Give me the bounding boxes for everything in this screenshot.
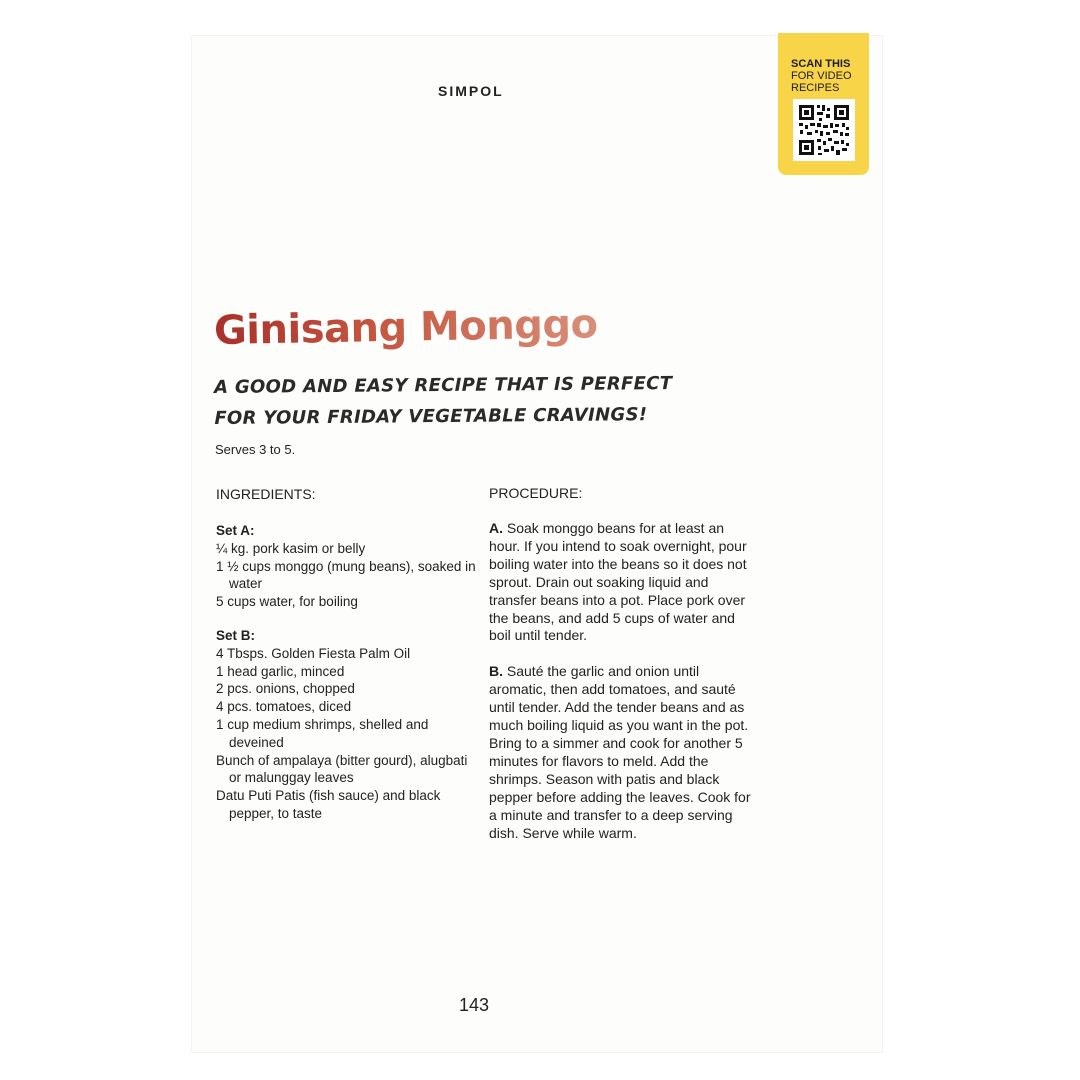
qr-code-icon[interactable] xyxy=(793,99,855,161)
qr-caption-line2: FOR VIDEO xyxy=(791,70,852,82)
qr-caption-line3: RECIPES xyxy=(791,82,840,94)
ingredients-heading: INGREDIENTS: xyxy=(216,486,316,502)
set-b-title: Set B: xyxy=(216,627,256,643)
ingredients-list xyxy=(216,522,476,823)
ingredient-item: ¼ kg. pork kasim or belly xyxy=(216,540,366,556)
ingredient-item: 1 cup medium shrimps, shelled and deveined xyxy=(216,716,429,750)
procedure-step-b xyxy=(489,663,759,842)
qr-caption xyxy=(791,58,852,94)
procedure-heading: PROCEDURE: xyxy=(489,485,583,501)
ingredient-item: 1 ½ cups monggo (mung beans), soaked in water xyxy=(216,558,476,592)
page-number: 143 xyxy=(459,995,490,1015)
serves-note: Serves 3 to 5. xyxy=(215,442,296,457)
ingredient-item: Datu Puti Patis (fish sauce) and black pepper, to taste xyxy=(216,788,441,821)
qr-tab xyxy=(778,33,869,175)
step-text: Soak monggo beans for at least an hour. If you intend to soak overnight, pour boiling water into the beans so it does not sprout. Drain out soaking liquid and transfer beans into a pot. Place pork over the beans, and add 5 cups of water and boil until tender. xyxy=(489,520,747,644)
ingredient-item: 4 Tbsps. Golden Fiesta Palm Oil xyxy=(216,645,411,661)
qr-caption-line1: SCAN THIS xyxy=(791,58,851,70)
ingredient-item: 1 head garlic, minced xyxy=(216,663,345,679)
ingredient-item: 5 cups water, for boiling xyxy=(216,594,358,610)
set-a-title: Set A: xyxy=(216,523,255,538)
step-letter: B. xyxy=(489,663,503,680)
procedure-step-a xyxy=(489,520,759,645)
ingredient-item: 4 pcs. tomatoes, diced xyxy=(216,699,352,715)
qr-code-graphic xyxy=(793,99,855,161)
ingredient-item: 2 pcs. onions, chopped xyxy=(216,681,355,697)
recipe-title: Ginisang Monggo xyxy=(213,301,598,354)
ingredient-item: Bunch of ampalaya (bitter gourd), alugbati or malunggay leaves xyxy=(216,752,468,786)
step-text: Sauté the garlic and onion until aromatic, then add tomatoes, and sauté until tender. Add the tender beans and as much boiling liquid as you want in the pot. Bring to a simmer and cook for another 5 minutes for flavors to meld. Add the shrimps. Season with patis and black pepper before adding the leaves. Cook for a minute and transfer to a deep serving dish. Serve while warm. xyxy=(489,663,751,841)
step-letter: A. xyxy=(489,520,503,536)
recipe-subtitle: A GOOD AND EASY RECIPE THAT IS PERFECT FOR YOUR FRIDAY VEGETABLE CRAVINGS! xyxy=(214,373,673,429)
brand-header: SIMPOL xyxy=(438,83,504,99)
procedure-steps xyxy=(489,520,759,860)
